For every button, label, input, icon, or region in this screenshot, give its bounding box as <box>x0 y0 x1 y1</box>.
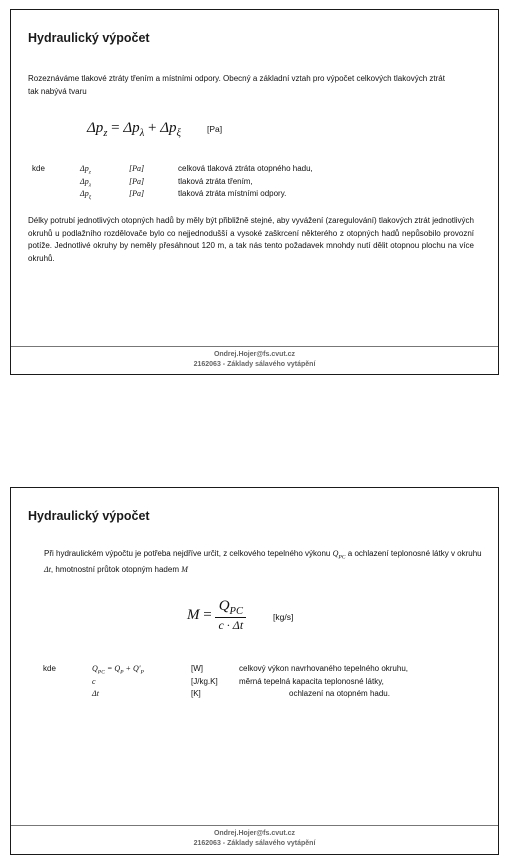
definitions-list <box>43 663 483 701</box>
slide-2 <box>10 487 499 855</box>
definition-symbol: $\Delta p_\xi$ <box>80 189 92 201</box>
footer-divider <box>11 825 498 826</box>
footer <box>11 350 498 370</box>
definition-unit: [K] <box>191 689 201 698</box>
definition-symbol: c <box>92 676 96 686</box>
intro-paragraph: Při hydraulickém výpočtu je potřeba nejdříve určit, z celkového tepelného výkonu $Q_{PC}$ a ochlazení teplonosné látky v okruhu Δt, hmotnostní průtok otopným hadem M <box>44 549 482 575</box>
definition-unit: [J/kg.K] <box>191 676 218 686</box>
definition-row <box>43 688 483 701</box>
definition-unit: [Pa] <box>129 164 145 173</box>
definitions-list <box>32 163 472 201</box>
mass-flow-formula: M = $\frac{Q_{PC}}{c \cdot \Delta t}$ <box>187 598 246 633</box>
definition-row <box>43 663 483 676</box>
footer-course: 2162063 - Základy sálavého vytápění <box>193 840 316 847</box>
definition-desc: celkový výkon navrhovaného tepelného okruhu, <box>239 664 408 673</box>
definition-symbol: Δt <box>92 689 99 698</box>
definition-desc: tlaková ztráta místními odpory. <box>178 189 287 198</box>
defs-label: kde <box>43 664 56 673</box>
definition-symbol: $Q_{PC} = Q_P + Q'_P$ <box>92 664 144 676</box>
slide-1 <box>10 9 499 375</box>
definition-desc: celková tlaková ztráta otopného hadu, <box>178 164 313 173</box>
definition-symbol: $\Delta p_\lambda$ <box>80 176 92 189</box>
definition-row <box>32 176 472 189</box>
footer-email: Ondrej.Hojer@fs.cvut.cz <box>213 351 296 358</box>
definition-unit: [Pa] <box>129 176 145 186</box>
formula-unit: [Pa] <box>207 124 223 134</box>
definition-row <box>43 676 483 689</box>
defs-label: kde <box>32 164 45 173</box>
definition-unit: [Pa] <box>129 189 145 198</box>
footer-course: 2162063 - Základy sálavého vytápění <box>193 361 316 368</box>
definition-unit: [W] <box>191 664 203 673</box>
body-paragraph: Délky potrubí jednotlivých otopných hadů by měly být přibližně stejné, aby vyvážení (zaregulování) tlakových ztrát jednotlivých okruhů u podlažního rozdělovače bylo co nejjednodušší a vysoké zaškrcení některého z otopných hadů nepůsobilo provozní potíže. Jednotlivé okruhy by neměly přesáhnout 120 m, a tak nás tento požadavek mnohdy nutí dělit otopnou plochu na více okruhů. <box>28 216 475 263</box>
definition-symbol: $\Delta p_z$ <box>80 164 91 176</box>
definition-desc: ochlazení na otopném hadu. <box>289 689 390 698</box>
slide-title: Hydraulický výpočet <box>28 509 150 523</box>
definition-row <box>32 163 472 176</box>
intro-paragraph: Rozeznáváme tlakové ztráty třením a místními odpory. Obecný a základní vztah pro výpočet celkových tlakových ztrát tak nabývá tvaru <box>28 74 445 96</box>
footer-email: Ondrej.Hojer@fs.cvut.cz <box>213 830 296 837</box>
pressure-loss-formula: $\Delta p_z = \Delta p_\lambda + \Delta p_\xi$ <box>87 120 182 139</box>
footer <box>11 829 498 849</box>
definition-row <box>32 188 472 201</box>
slide-title: Hydraulický výpočet <box>28 31 150 45</box>
definition-desc: tlaková ztráta třením, <box>178 176 253 186</box>
definition-desc: měrná tepelná kapacita teplonosné látky, <box>239 676 384 686</box>
formula-unit: [kg/s] <box>273 612 294 622</box>
footer-divider <box>11 346 498 347</box>
